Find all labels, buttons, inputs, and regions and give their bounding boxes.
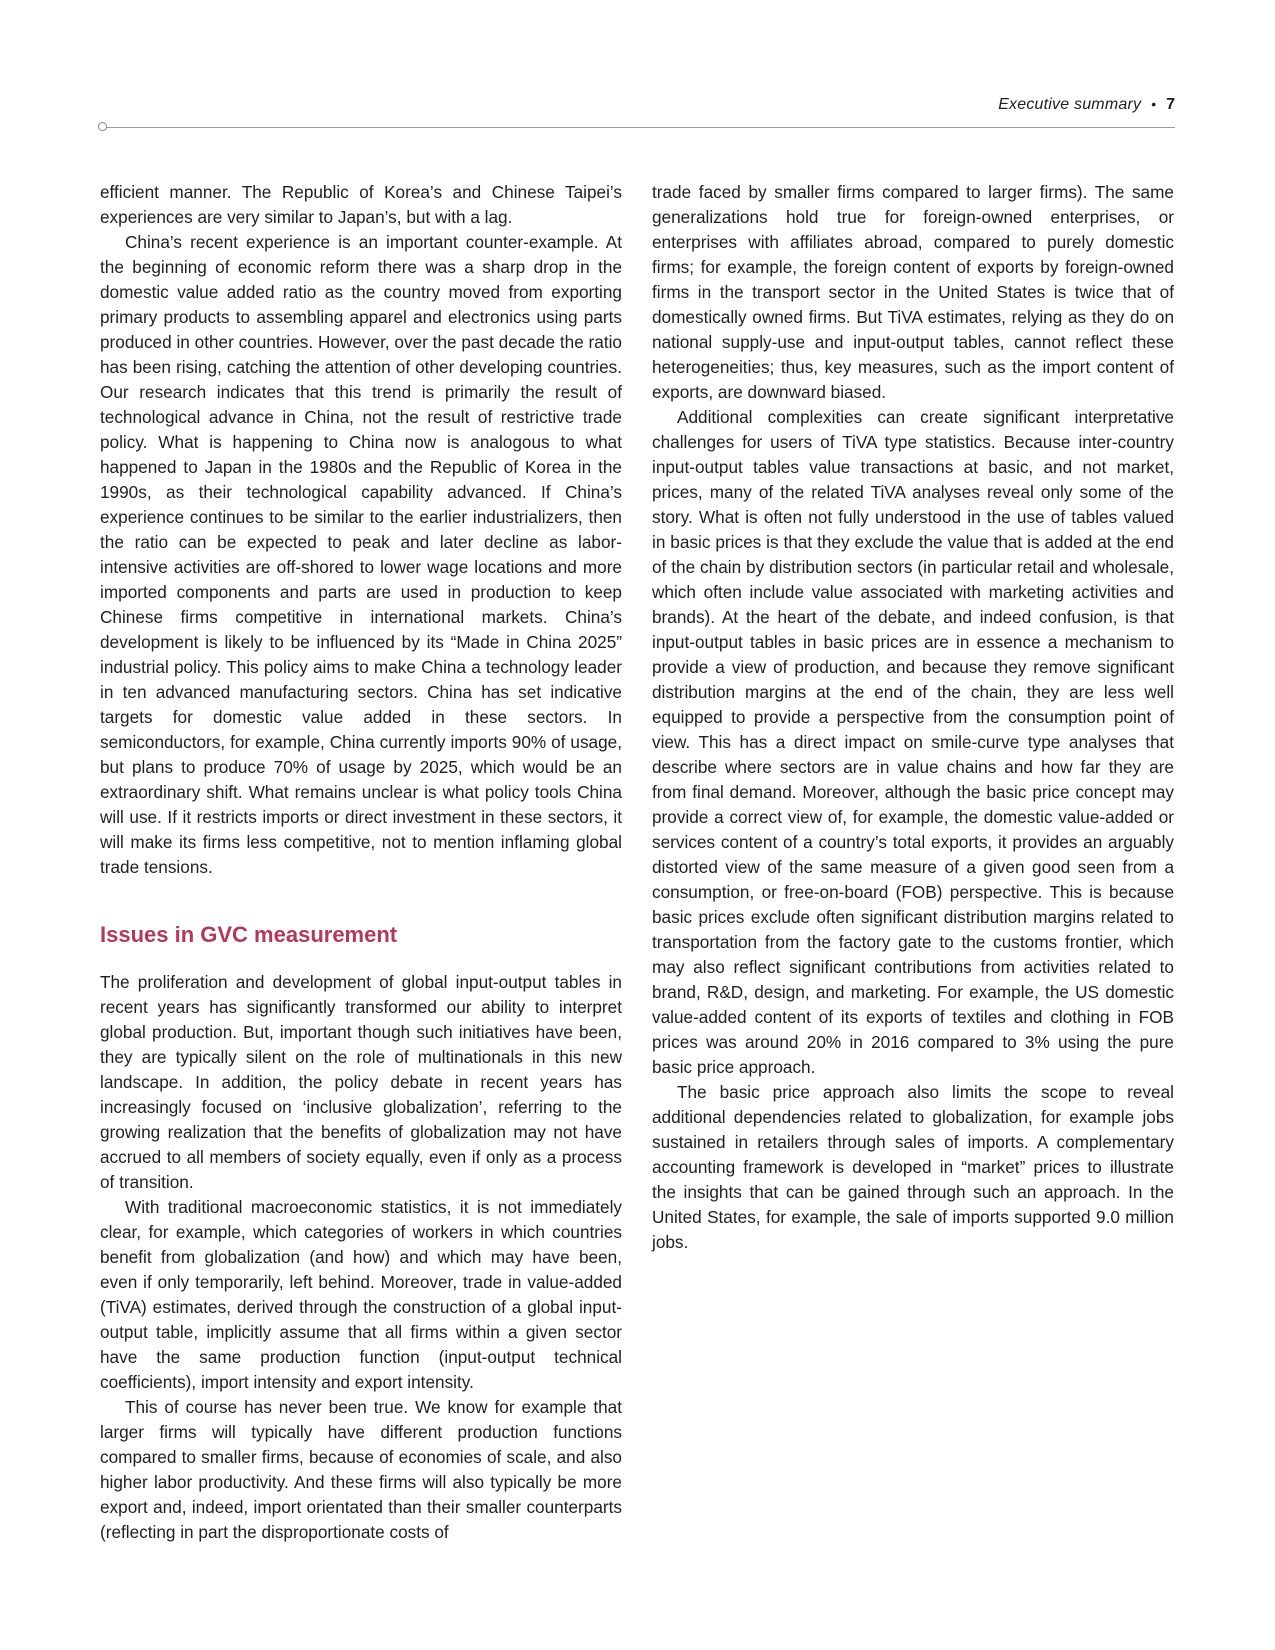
paragraph: trade faced by smaller firms compared to larger firms). The same generalizations hold true for foreign-owned enterprises, or enterprises with affiliates abroad, compared to purely domestic firms; for example, the foreign content of exports by foreign-owned firms in the transport sector in the United States is twice that of domestically owned firms. But TiVA estimates, relying as they do on national supply-use and input-output tables, cannot reflect these heterogeneities; thus, key measures, such as the import content of exports, are downward biased.	[652, 182, 1174, 402]
paragraph: This of course has never been true. We know for example that larger firms will typically have different production functions compared to smaller firms, because of economies of scale, and also higher labor productivity. And these firms will also typically be more export and, indeed, import orientated than their smaller counterparts (reflecting in part the disproportionate costs of	[100, 1397, 622, 1542]
paragraph: The basic price approach also limits the scope to reveal additional dependencies related to globalization, for example jobs sustained in retailers through sales of imports. A complementary accounting framework is developed in “market” prices to illustrate the insights that can be gained through such an approach. In the United States, for example, the sale of imports supported 9.0 million jobs.	[652, 1082, 1174, 1252]
paragraph: efficient manner. The Republic of Korea’s and Chinese Taipei’s experiences are very similar to Japan’s, but with a lag.	[100, 182, 622, 227]
section-title: Executive summary	[998, 96, 1142, 113]
page-header	[100, 96, 1175, 126]
left-column	[100, 180, 622, 1545]
section-heading: Issues in GVC measurement	[100, 922, 398, 947]
header-rule	[100, 127, 1175, 128]
page-number: 7	[1166, 96, 1175, 113]
rule-end-circle	[98, 122, 107, 131]
paragraph: Additional complexities can create significant interpretative challenges for users of TiVA type statistics. Because inter-country input-output tables value transactions at basic, and not market, prices, many of the related TiVA analyses reveal only some of the story. What is often not fully understood in the use of tables valued in basic prices is that they exclude the value that is added at the end of the chain by distribution sectors (in particular retail and wholesale, which often include value associated with marketing activities and brands). At the heart of the debate, and indeed confusion, is that input-output tables in basic prices are in essence a mechanism to provide a view of production, and because they remove significant distribution margins at the end of the chain, they are less well equipped to provide a perspective from the consumption point of view. This has a direct impact on smile-curve type analyses that describe where sectors are in value chains and how far they are from final demand. Moreover, although the basic price concept may provide a correct view of, for example, the domestic value-added or services content of a country’s total exports, it provides an arguably distorted view of the same measure of a given good seen from a consumption, or free-on-board (FOB) perspective. This is because basic prices exclude often significant distribution margins related to transportation from the factory gate to the customs frontier, which may also reflect significant contributions from activities related to brand, R&D, design, and marketing. For example, the US domestic value-added content of its exports of textiles and clothing in FOB prices was around 20% in 2016 compared to 3% using the pure basic price approach.	[652, 407, 1174, 1077]
right-column	[652, 180, 1174, 1255]
paragraph: The proliferation and development of global input-output tables in recent years has significantly transformed our ability to interpret global production. But, important though such initiatives have been, they are typically silent on the role of multinationals in this new landscape. In addition, the policy debate in recent years has increasingly focused on ‘inclusive globalization’, referring to the growing realization that the benefits of globalization may not have accrued to all members of society equally, even if only as a process of transition.	[100, 972, 622, 1192]
bullet-separator: •	[1151, 96, 1157, 112]
paragraph: China’s recent experience is an important counter-example. At the beginning of economic reform there was a sharp drop in the domestic value added ratio as the country moved from exporting primary products to assembling apparel and electronics using parts produced in other countries. However, over the past decade the ratio has been rising, catching the attention of other developing countries. Our research indicates that this trend is primarily the result of technological advance in China, not the result of restrictive trade policy. What is happening to China now is analogous to what happened to Japan in the 1980s and the Republic of Korea in the 1990s, as their technological capability advanced. If China’s experience continues to be similar to the earlier industrializers, then the ratio can be expected to peak and later decline as labor-intensive activities are off-shored to lower wage locations and more imported components and parts are used in production to keep Chinese firms competitive in international markets. China’s development is likely to be influenced by its “Made in China 2025” industrial policy. This policy aims to make China a technology leader in ten advanced manufacturing sectors. China has set indicative targets for domestic value added in these sectors. In semiconductors, for example, China currently imports 90% of usage, but plans to produce 70% of usage by 2025, which would be an extraordinary shift. What remains unclear is what policy tools China will use. If it restricts imports or direct investment in these sectors, it will make its firms less competitive, not to mention inflaming global trade tensions.	[100, 232, 622, 877]
paragraph: With traditional macroeconomic statistics, it is not immediately clear, for example, which categories of workers in which countries benefit from globalization (and how) and which may have been, even if only temporarily, left behind. Moreover, trade in value-added (TiVA) estimates, derived through the construction of a global input-output table, implicitly assume that all firms within a given sector have the same production function (input-output technical coefficients), import intensity and export intensity.	[100, 1197, 622, 1392]
running-head	[998, 96, 1175, 114]
